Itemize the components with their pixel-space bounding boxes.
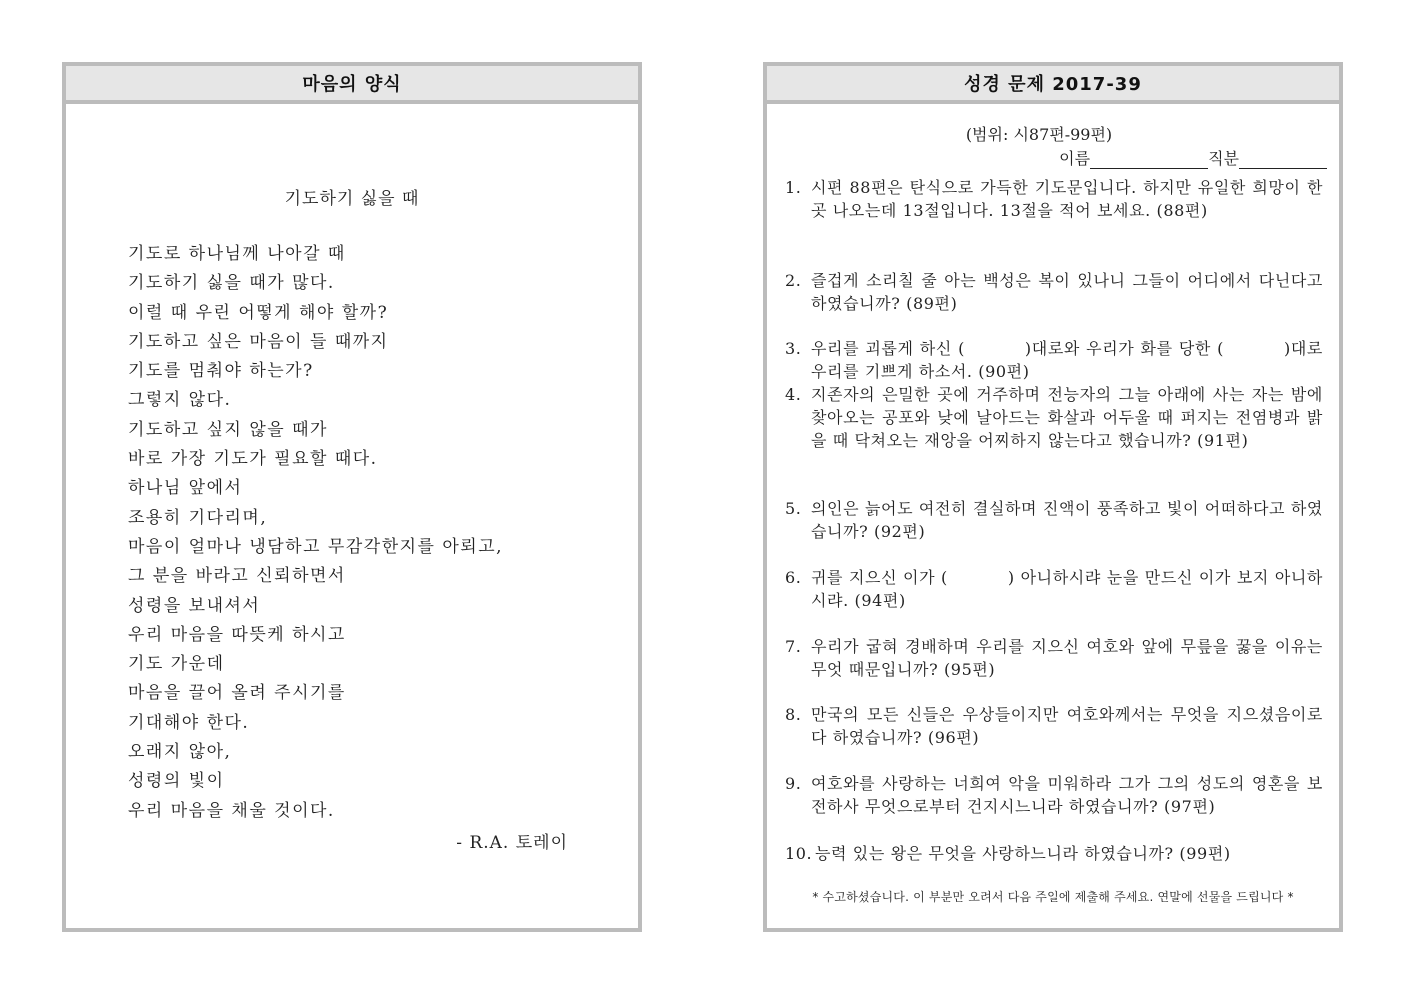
poem-line: 기도하기 싫을 때가 많다. xyxy=(128,273,335,294)
meditation-panel xyxy=(62,62,642,932)
poem-line: 성령을 보내셔서 xyxy=(128,595,261,616)
question-number: 10. xyxy=(785,844,813,863)
poem-author: - R.A. 토레이 xyxy=(456,833,568,853)
role-label: 직분 xyxy=(1208,149,1239,168)
poem-line: 바로 가장 기도가 필요할 때다. xyxy=(128,449,378,470)
question-text: 우리가 굽혀 경배하며 우리를 지으신 여호와 앞에 무릎을 꿇을 이유는 무엇 때문입니까? (95편) xyxy=(811,637,1323,679)
question-item xyxy=(785,566,1323,612)
question-number: 7. xyxy=(785,637,802,656)
question-text-part: )대로 우리를 기쁘게 하소서. (90편) xyxy=(811,339,1323,381)
question-number: 3. xyxy=(785,339,802,358)
question-text: 즐겁게 소리칠 줄 아는 백성은 복이 있나니 그들이 어디에서 다닌다고 하였습니까? (89편) xyxy=(811,271,1323,313)
question-text-part: 우리를 괴롭게 하신 ( xyxy=(811,339,965,358)
poem-line: 기대해야 한다. xyxy=(128,712,250,733)
question-text: 여호와를 사랑하는 너희여 악을 미워하라 그가 그의 성도의 영혼을 보전하사 무엇으로부터 건지시느니라 하였습니까? (97편) xyxy=(811,774,1323,816)
question-item xyxy=(785,337,1323,383)
name-label: 이름 xyxy=(1059,149,1091,168)
poem-line: 그 분을 바라고 신뢰하면서 xyxy=(128,566,346,587)
question-text xyxy=(811,337,1323,383)
poem-line: 기도하고 싶은 마음이 들 때까지 xyxy=(128,331,389,352)
question-text: 만국의 모든 신들은 우상들이지만 여호와께서는 무엇을 지으셨음이로다 하였습니까? (96편) xyxy=(811,705,1323,747)
poem-line: 하나님 앞에서 xyxy=(128,478,243,499)
bible-quiz-panel xyxy=(763,62,1343,932)
meditation-header: 마음의 양식 xyxy=(66,66,638,104)
question-text xyxy=(811,566,1323,612)
question-text: 시편 88편은 탄식으로 가득한 기도문입니다. 하지만 유일한 희망이 한 곳 나오는데 13절입니다. 13절을 적어 보세요. (88편) xyxy=(811,178,1323,220)
question-number: 5. xyxy=(785,499,802,518)
question-number: 8. xyxy=(785,705,802,724)
poem-body xyxy=(128,240,588,826)
poem-line: 기도로 하나님께 나아갈 때 xyxy=(128,244,346,264)
poem-line: 기도 가운데 xyxy=(128,654,225,675)
poem-line: 마음을 끌어 올려 주시기를 xyxy=(128,683,346,704)
poem-line: 조용히 기다리며, xyxy=(128,507,268,528)
poem-line: 우리 마음을 따뜻케 하시고 xyxy=(128,624,346,645)
role-blank[interactable] xyxy=(1239,150,1327,169)
question-item xyxy=(785,772,1323,818)
poem-line: 기도를 멈춰야 하는가? xyxy=(128,361,314,382)
question-text-part: ) 아니하시랴 눈을 만드신 이가 보지 아니하시랴. (94편) xyxy=(811,568,1323,610)
quiz-title: 성경 문제 2017-39 xyxy=(964,74,1142,95)
question-text: 의인은 늙어도 여전히 결실하며 진액이 풍족하고 빛이 어떠하다고 하였습니까? (92편) xyxy=(811,499,1323,541)
question-item xyxy=(785,703,1323,749)
question-text-part: 귀를 지으신 이가 ( xyxy=(811,568,948,587)
question-number: 6. xyxy=(785,568,802,587)
poem-line: 기도하고 싶지 않을 때가 xyxy=(128,419,328,440)
quiz-header xyxy=(767,66,1339,104)
poem-line: 그렇지 않다. xyxy=(128,390,232,411)
question-text: 능력 있는 왕은 무엇을 사랑하느니라 하였습니까? (99편) xyxy=(815,844,1231,863)
poem-line: 성령의 빛이 xyxy=(128,771,225,792)
question-item xyxy=(785,635,1323,681)
poem-line: 우리 마음을 채울 것이다. xyxy=(128,800,335,821)
answer-fields xyxy=(1059,146,1327,169)
question-text: 지존자의 은밀한 곳에 거주하며 전능자의 그늘 아래에 사는 자는 밤에 찾아오는 공포와 낮에 날아드는 화살과 어두울 때 퍼지는 전염병과 밝을 때 닥쳐오는 재앙을 어찌하지 않는다고 했습니까? (91편) xyxy=(811,385,1323,450)
question-text-part: )대로와 우리가 화를 당한 ( xyxy=(1024,339,1225,358)
question-item xyxy=(785,383,1323,452)
footer-note: * 수고하셨습니다. 이 부분만 오려서 다음 주일에 제출해 주세요. 연말에 선물을 드립니다 * xyxy=(812,890,1294,904)
poem-line: 마음이 얼마나 냉담하고 무감각한지를 아뢰고, xyxy=(128,536,504,557)
poem-line: 오래지 않아, xyxy=(128,742,232,763)
question-number: 9. xyxy=(785,774,802,793)
question-item xyxy=(785,176,1323,222)
question-number: 1. xyxy=(785,178,802,197)
question-item xyxy=(785,842,1323,865)
question-number: 2. xyxy=(785,271,802,290)
poem-line: 이럴 때 우린 어떻게 해야 할까? xyxy=(128,302,389,323)
question-item xyxy=(785,269,1323,315)
question-item xyxy=(785,497,1323,543)
question-number: 4. xyxy=(785,385,802,404)
name-blank[interactable] xyxy=(1090,150,1208,169)
poem-title: 기도하기 싫을 때 xyxy=(284,189,420,209)
quiz-range: (범위: 시87편-99편) xyxy=(965,125,1113,144)
